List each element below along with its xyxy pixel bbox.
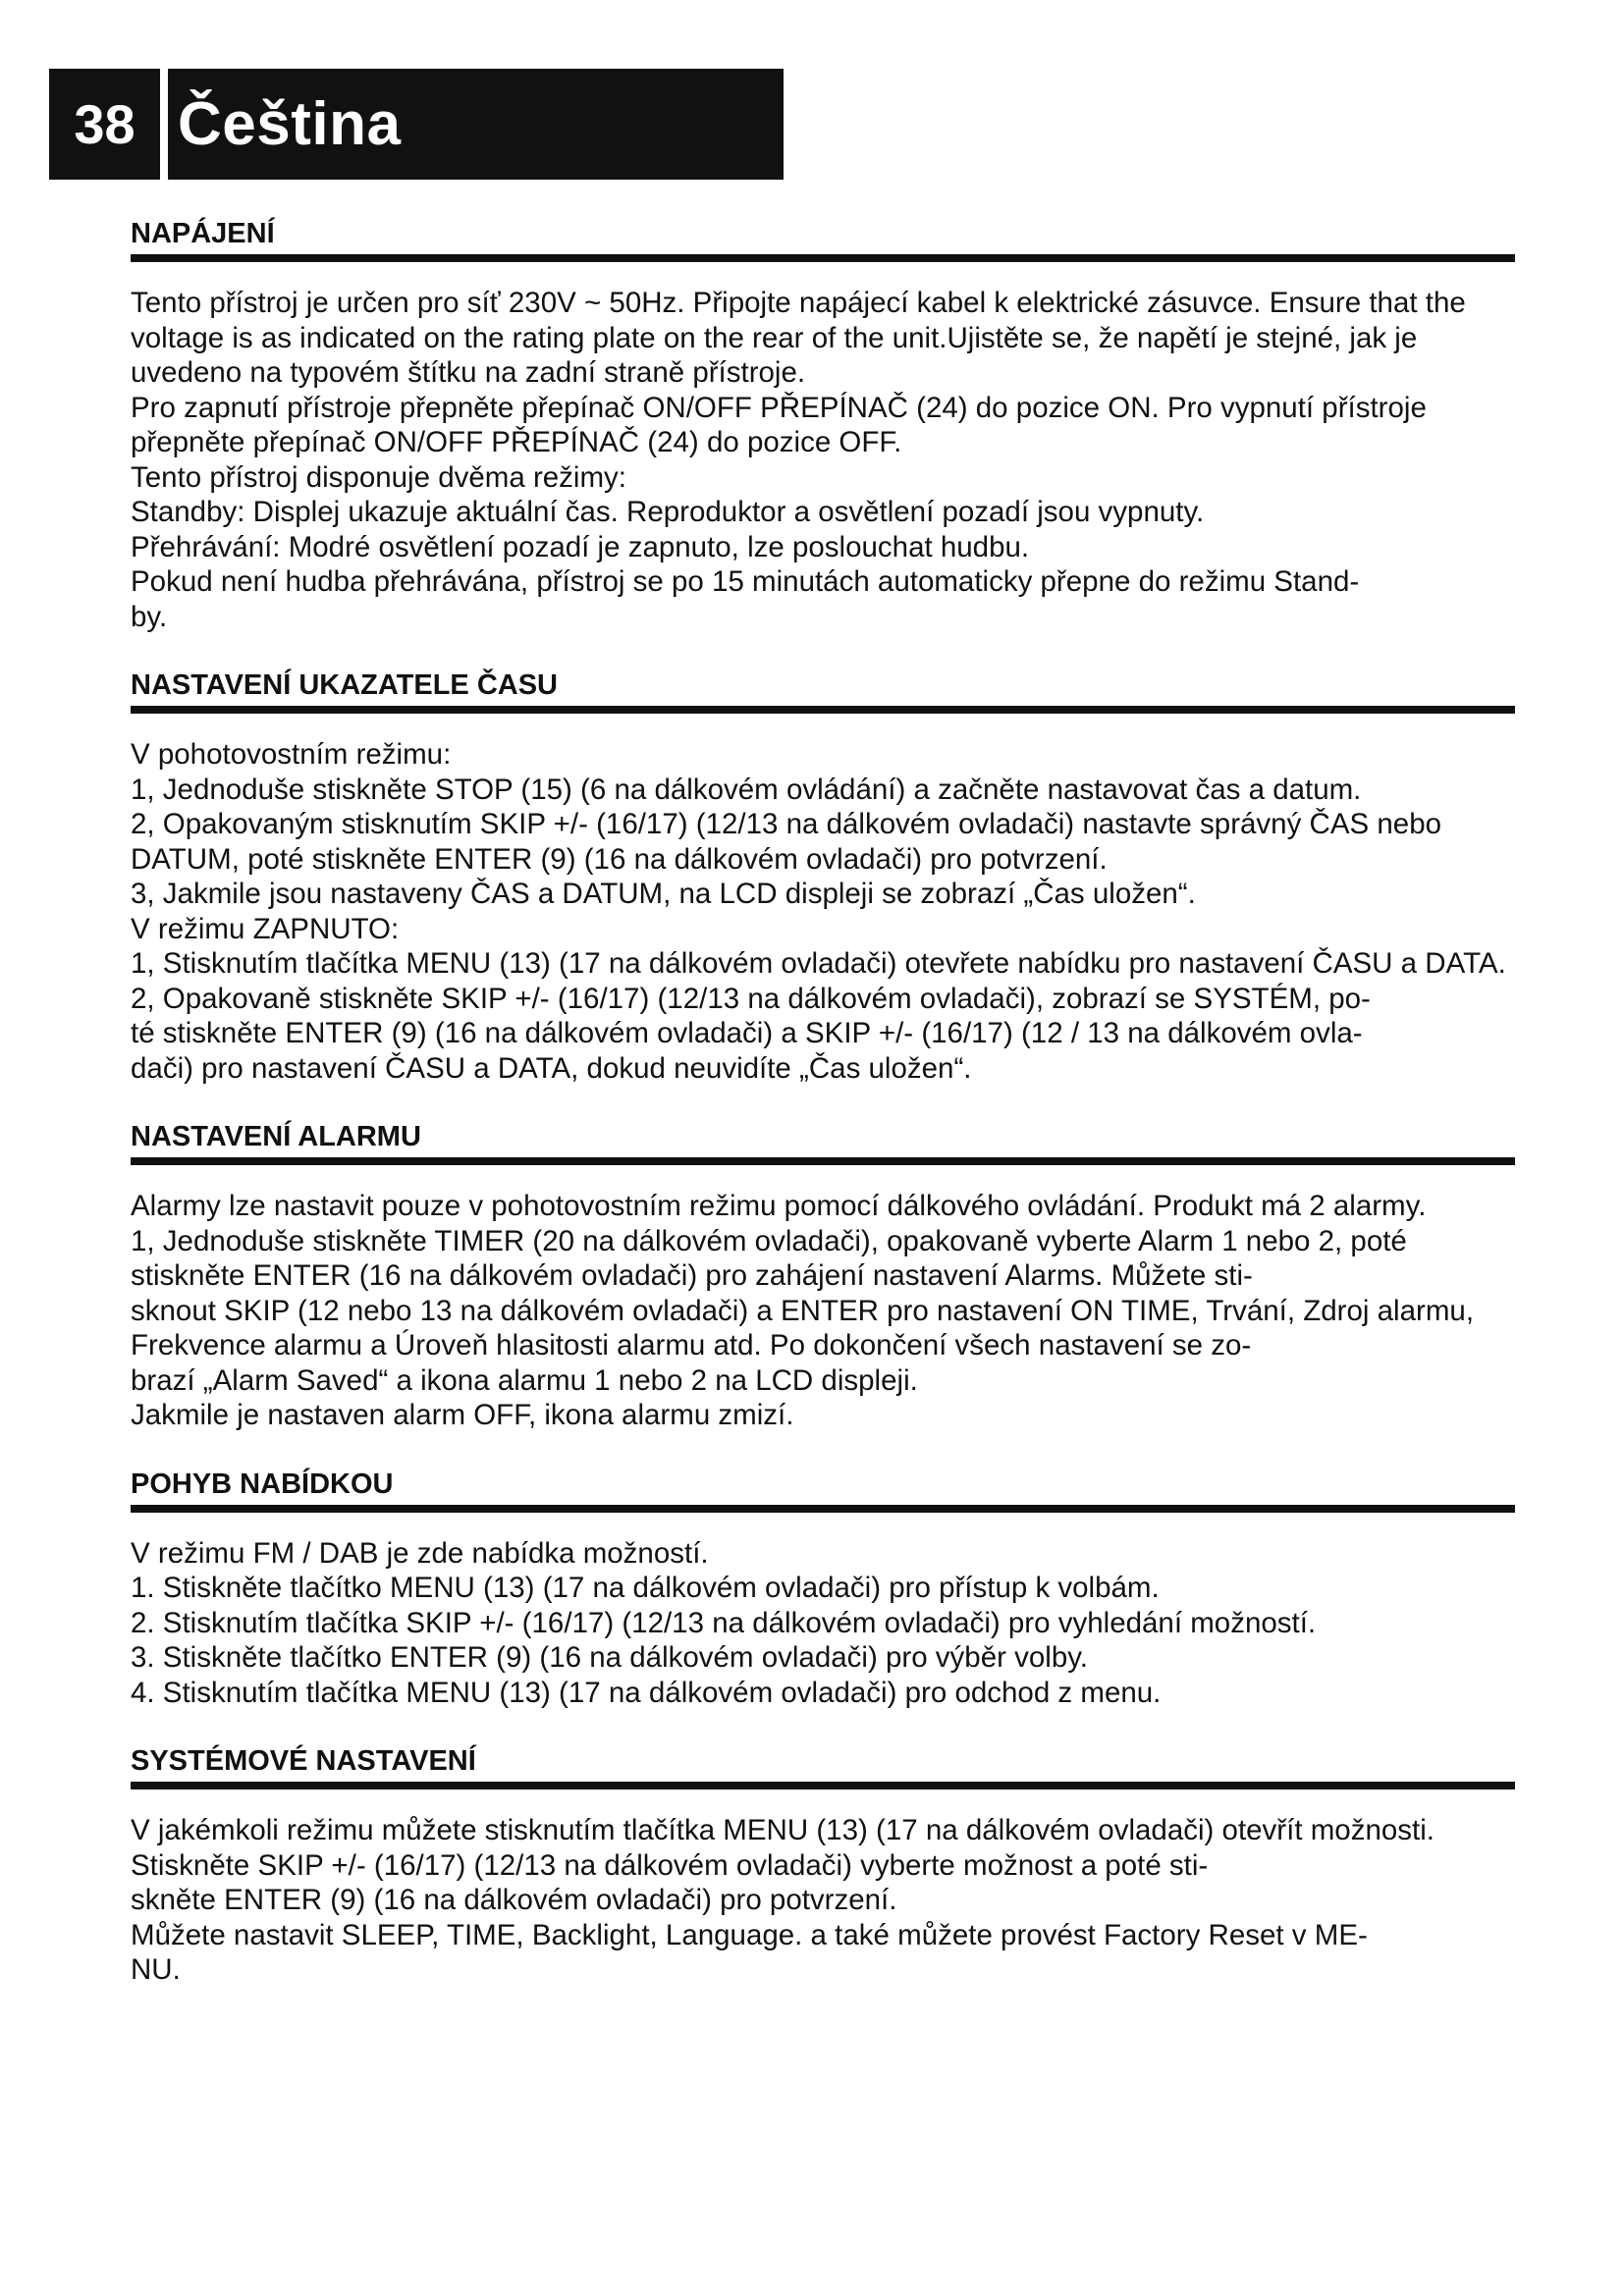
- section-divider: [131, 1505, 1515, 1513]
- list-item: 2. Stisknutím tlačítka SKIP +/- (16/17) (12/13 na dálkovém ovladači) pro vyhledání možností.: [131, 1606, 1317, 1639]
- list-item: 4. Stisknutím tlačítka MENU (13) (17 na dálkovém ovladači) pro odchod z menu.: [131, 1676, 1162, 1709]
- section-divider: [131, 1157, 1515, 1165]
- paragraph: Standby: Displej ukazuje aktuální čas. Reproduktor a osvětlení pozadí jsou vypnuty.: [131, 496, 1205, 528]
- list-item: 3. Stiskněte tlačítko ENTER (9) (16 na dálkovém ovladači) pro výběr volby.: [131, 1641, 1088, 1674]
- paragraph: Přehrávání: Modré osvětlení pozadí je zapnuto, lze poslouchat hudbu.: [131, 530, 1030, 563]
- paragraph: Pokud není hudba přehrávána, přístroj se po 15 minutách automaticky přepne do režimu Stand- by.: [131, 565, 1360, 633]
- paragraph: 1, Jednoduše stiskněte STOP (15) (6 na dálkovém ovládání) a začněte nastavovat čas a datum.: [131, 773, 1362, 806]
- section-divider: [131, 1782, 1515, 1789]
- paragraph: V jakémkoli režimu můžete stisknutím tlačítka MENU (13) (17 na dálkovém ovladači) otevřít možnosti. Stiskněte SKIP +/- (16/17) (12/13 na dálkovém ovladači) vyberte možnost a poté sti- skněte ENTER (9) (16 na dálkovém ovladači) pro potvrzení.: [131, 1814, 1435, 1916]
- header-gap: [160, 69, 168, 180]
- paragraph: 2, Opakovaným stisknutím SKIP +/- (16/17) (12/13 na dálkovém ovladači) nastavte správný ČAS nebo DATUM, poté stiskněte ENTER (9) (16 na dálkovém ovladači) pro potvrzení.: [131, 808, 1450, 876]
- paragraph: Můžete nastavit SLEEP, TIME, Backlight, Language. a také můžete provést Factory Reset v ME- NU.: [131, 1918, 1368, 1986]
- paragraph: Tento přístroj je určen pro síť 230V ~ 50Hz. Připojte napájecí kabel k elektrické zásuvce. Ensure that the voltage is as indicated on the rating plate on the rear of the unit.Ujistěte se, že napětí je stejné, jak je uvedeno na typovém štítku na zadní straně přístroje.: [131, 287, 1474, 389]
- section-title: NASTAVENÍ ALARMU: [131, 1121, 421, 1152]
- paragraph: V pohotovostním režimu:: [131, 738, 452, 771]
- paragraph: 3, Jakmile jsou nastaveny ČAS a DATUM, na LCD displeji se zobrazí „Čas uložen“.: [131, 878, 1196, 910]
- language-title: Čeština: [168, 69, 784, 180]
- paragraph: V režimu FM / DAB je zde nabídka možností.: [131, 1536, 709, 1570]
- section-title: SYSTÉMOVÉ NASTAVENÍ: [131, 1745, 476, 1777]
- section-nastaveni-alarmu: [131, 1119, 1515, 1433]
- paragraph: 2, Opakovaně stiskněte SKIP +/- (16/17) (12/13 na dálkovém ovladači), zobrazí se SYSTÉM, po- té stiskněte ENTER (9) (16 na dálkovém ovladači) a SKIP +/- (16/17) (12 / 13 na dálkovém ovla- dači) pro nastavení ČASU a DATA, dokud neuvidíte „Čas uložen“.: [131, 982, 1371, 1085]
- paragraph: V režimu ZAPNUTO:: [131, 912, 400, 945]
- page-header: [49, 69, 784, 180]
- section-title: POHYB NABÍDKOU: [131, 1468, 394, 1500]
- section-divider: [131, 254, 1515, 262]
- list-item: 1. Stiskněte tlačítko MENU (13) (17 na dálkovém ovladači) pro přístup k volbám.: [131, 1572, 1160, 1604]
- manual-content: [131, 216, 1515, 2021]
- section-systemove-nastaveni: [131, 1743, 1515, 1988]
- paragraph: Jakmile je nastaven alarm OFF, ikona alarmu zmizí.: [131, 1399, 794, 1431]
- paragraph: Tento přístroj disponuje dvěma režimy:: [131, 460, 627, 494]
- section-napajeni: [131, 216, 1515, 634]
- section-title: NAPÁJENÍ: [131, 218, 275, 249]
- paragraph: Alarmy lze nastavit pouze v pohotovostním režimu pomocí dálkového ovládání. Produkt má 2 alarmy.: [131, 1190, 1427, 1222]
- page-number: 38: [49, 69, 160, 180]
- section-nastaveni-casu: [131, 667, 1515, 1086]
- paragraph: Pro zapnutí přístroje přepněte přepínač ON/OFF PŘEPÍNAČ (24) do pozice ON. Pro vypnutí přístroje přepněte přepínač ON/OFF PŘEPÍNAČ (24) do pozice OFF.: [131, 391, 1435, 458]
- section-divider: [131, 706, 1515, 714]
- paragraph: 1, Jednoduše stiskněte TIMER (20 na dálkovém ovladači), opakovaně vyberte Alarm 1 nebo 2, poté stiskněte ENTER (16 na dálkovém ovladači) pro zahájení nastavení Alarms. Můžete sti- sknout SKIP (12 nebo 13 na dálkovém ovladači) a ENTER pro nastavení ON TIME, Trvání, Zdroj alarmu, Frekvence alarmu a Úroveň hlasitosti alarmu atd. Po dokončení všech nastavení se zo- brazí „Alarm Saved“ a ikona alarmu 1 nebo 2 na LCD displeji.: [131, 1224, 1475, 1397]
- section-pohyb-nabidkou: [131, 1467, 1515, 1711]
- paragraph: 1, Stisknutím tlačítka MENU (13) (17 na dálkovém ovladači) otevřete nabídku pro nastavení ČASU a DATA.: [131, 947, 1506, 980]
- section-title: NASTAVENÍ UKAZATELE ČASU: [131, 669, 558, 701]
